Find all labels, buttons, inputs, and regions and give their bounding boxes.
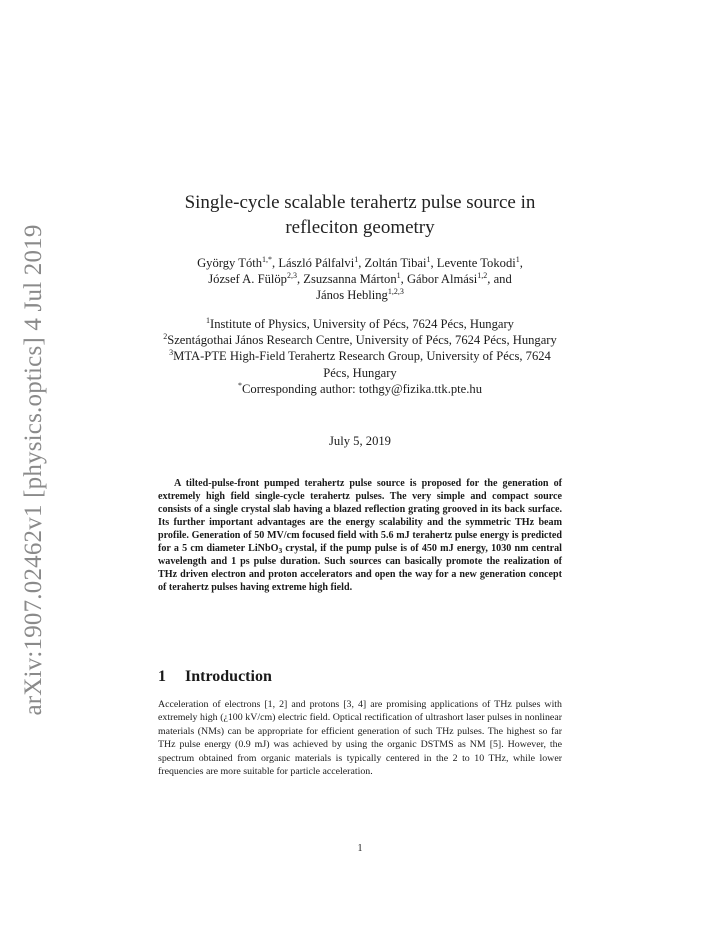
author-affiliation-mark: 1: [515, 255, 520, 264]
author-name: György Tóth: [197, 256, 263, 270]
author-name: Zoltán Tibai: [364, 256, 427, 270]
abstract: A tilted-pulse-front pumped terahertz pulse source is proposed for the generation of extremely high field single-cycle terahertz pulses. The very simple and compact source consists of a single crystal slab having a blazed reflection grating grooved in its back surface. Its further important advantages are the energy scalability and the symmetric THz beam profile. Generation of 50 MV/cm focused field with 5.6 mJ terahertz pulse energy is predicted for a 5 cm diameter LiNbO$_3$ crystal, if the pump pulse is of 450 mJ energy, 1030 nm central wavelength and 1 ps pulse duration. Such sources can basically promote the realization of THz driven electron and proton accelerators and open the way for a new generation concept of terahertz pulses having extreme high field.: [158, 478, 562, 594]
author-name: Levente Tokodi: [436, 256, 516, 270]
affiliation-2: $^2$Szentágothai János Research Centre, University of Pécs, 7624 Pécs, Hungary: [163, 332, 557, 348]
author-affiliation-mark: 1,2: [477, 271, 488, 281]
section-heading-introduction: [158, 667, 562, 687]
author-affiliation-mark: 1: [426, 255, 431, 264]
author-name: Gábor Almási: [406, 272, 478, 287]
author-affiliation-mark: 2,3: [286, 271, 297, 281]
publication-date: July 5, 2019: [329, 434, 391, 448]
section-title: Introduction: [185, 668, 272, 685]
title-line-1: Single-cycle scalable terahertz pulse source in: [184, 192, 536, 213]
affiliation-1: $^1$Institute of Physics, University of Pécs, 7624 Pécs, Hungary: [206, 316, 514, 331]
author-list: György Tóth$^{1,*}$, László Pálfalvi$^1$, Zoltán Tibai$^1$, Levente Tokodi$^1$, József A. Fülöp$^{2,3}$, Zsuzsanna Márton$^1$, Gábor Almási$^{1,2}$, and János Hebling$^{1,2,3}$: [197, 255, 523, 303]
author-affiliation-mark: 1: [354, 255, 359, 264]
affiliation-list: [158, 316, 562, 397]
author-affiliation-mark: 1,*: [262, 255, 273, 264]
affiliation-3: $^3$MTA-PTE High-Field Terahertz Research Group, University of Pécs, 7624 Pécs, Hungary: [169, 348, 551, 380]
corresponding-author: *Corresponding author: tothgy@fizika.ttk.pte.hu: [238, 380, 482, 396]
author-name: László Pálfalvi: [278, 256, 355, 270]
author-name: Zsuzsanna Márton: [303, 272, 397, 287]
author-name: János Hebling: [316, 288, 388, 303]
title-line-2: refleciton geometry: [285, 217, 435, 238]
paper-title: [158, 190, 562, 240]
author-affiliation-mark: 1: [396, 271, 401, 281]
introduction-paragraph: Acceleration of electrons [1, 2] and protons [3, 4] are promising applications of THz pulses with extremely high (¿100 kV/cm) electric field. Optical rectification of ultrashort laser pulses in nonlinear materials (NMs) can be appropriate for efficient generation of such THz pulses. The highest so far THz pulse energy (0.9 mJ) was achieved by using the organic DSTMS as NM [5]. However, the spectrum obtained from organic materials is typically centered in the 2 to 10 THz, while lower frequencies are more suitable for particle acceleration.: [158, 699, 562, 778]
author-name: József A. Fülöp: [208, 272, 287, 287]
arxiv-identifier-stamp: arXiv:1907.02462v1 [physics.optics] 4 Jul 2019: [20, 224, 47, 716]
section-number: 1: [158, 668, 166, 685]
paper-page: [158, 0, 562, 932]
page-number: 1: [357, 843, 363, 854]
author-affiliation-mark: 1,2,3: [387, 287, 404, 297]
